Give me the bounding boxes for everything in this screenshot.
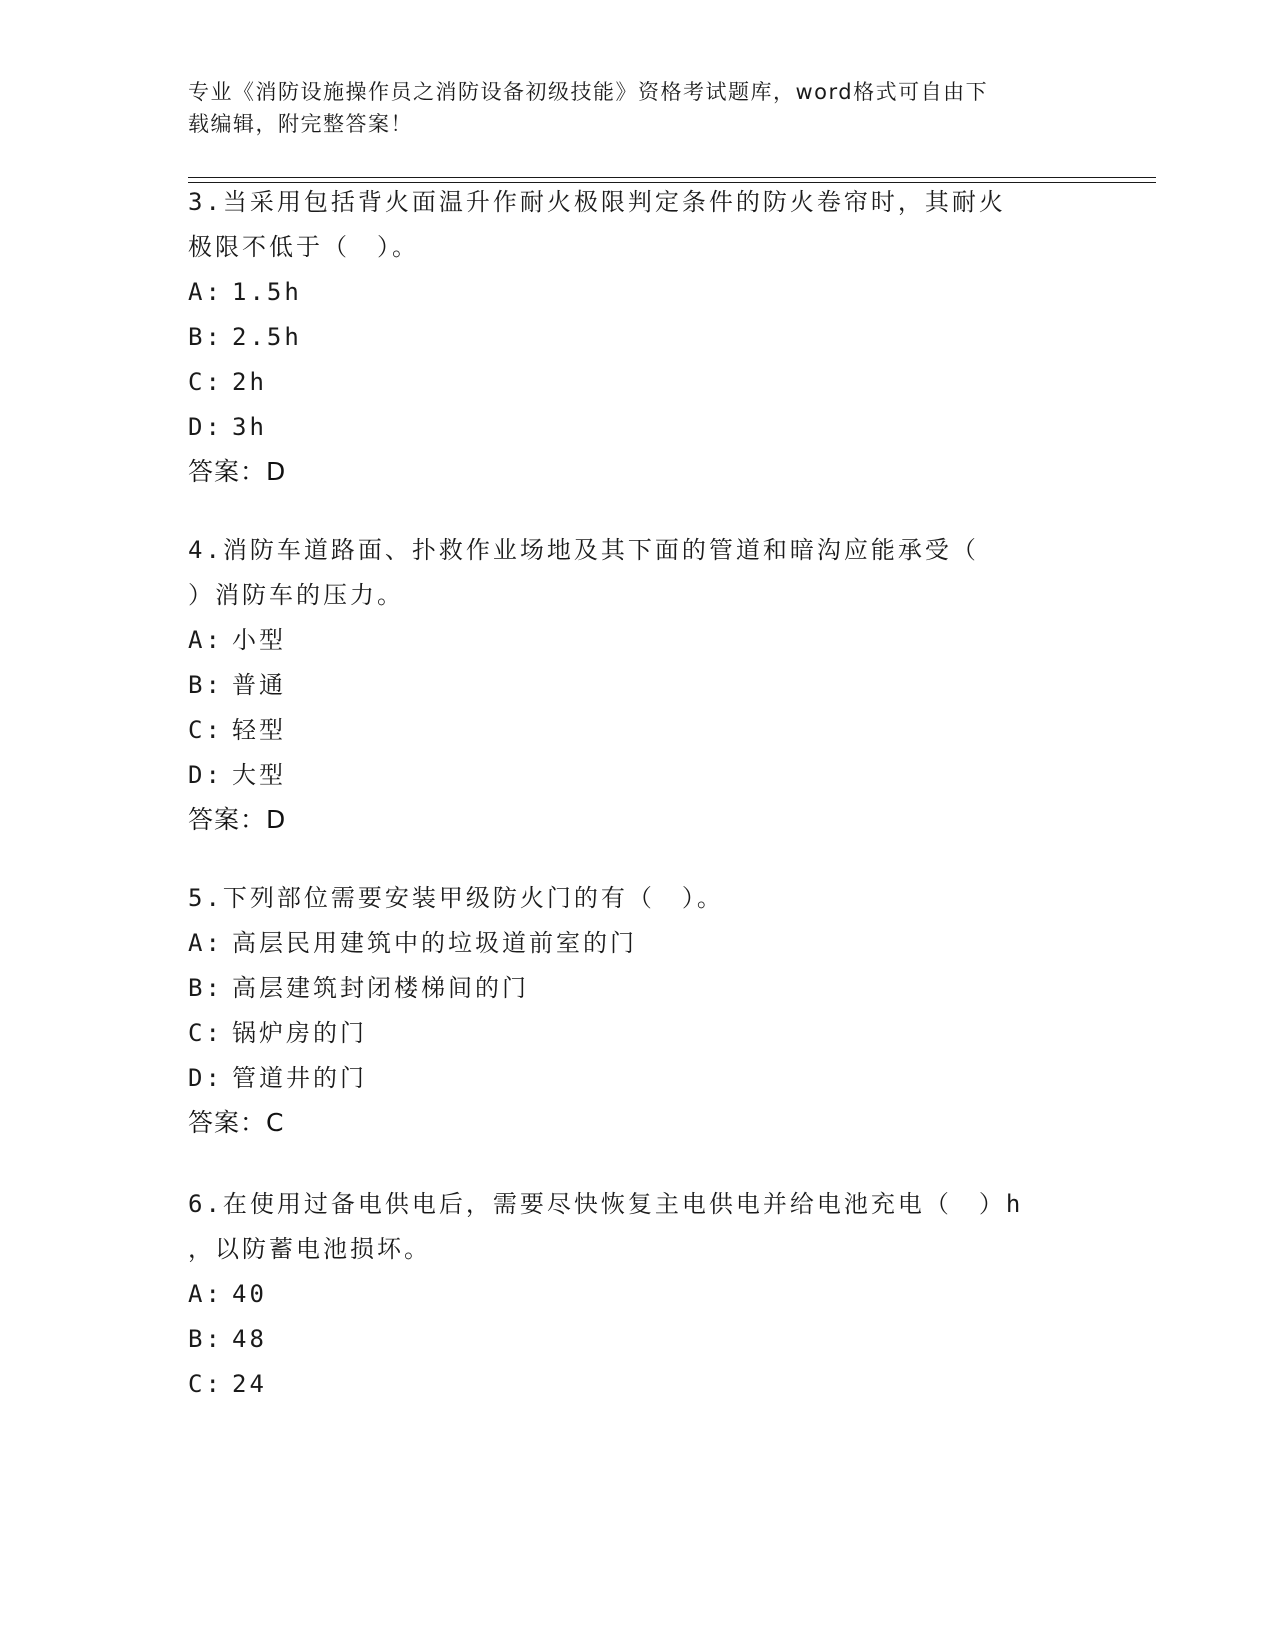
option-text: 1.5h (232, 278, 302, 306)
option-c (188, 708, 1088, 753)
question-6 (188, 1182, 1088, 1407)
option-text: 高层建筑封闭楼梯间的门 (232, 974, 529, 1002)
question-stem (188, 1182, 1088, 1272)
question-stem-line-1: 6.在使用过备电供电后，需要尽快恢复主电供电并给电池充电（ ）h (188, 1190, 1024, 1218)
option-letter: D: (188, 761, 223, 789)
option-letter: C: (188, 1019, 223, 1047)
question-3 (188, 180, 1088, 494)
question-5 (188, 876, 1088, 1145)
answer-key: 答案：C (188, 1108, 285, 1137)
option-d (188, 405, 1088, 450)
option-c (188, 1011, 1088, 1056)
header-line-2: 载编辑，附完整答案！ (188, 112, 413, 136)
option-text: 48 (232, 1325, 267, 1353)
option-letter: B: (188, 1325, 223, 1353)
option-text: 2h (232, 368, 267, 396)
option-text: 锅炉房的门 (232, 1019, 367, 1047)
option-letter: B: (188, 974, 223, 1002)
option-text: 小型 (232, 626, 286, 654)
option-letter: A: (188, 929, 223, 957)
option-b (188, 315, 1088, 360)
option-d (188, 753, 1088, 798)
question-stem (188, 180, 1088, 270)
question-stem-line-2: ）消防车的压力。 (188, 581, 404, 609)
header-divider-top (188, 177, 1156, 178)
question-stem-line-2: 极限不低于（ ）。 (188, 233, 419, 261)
option-letter: C: (188, 368, 223, 396)
question-stem-line-1: 4.消防车道路面、扑救作业场地及其下面的管道和暗沟应能承受（ (188, 536, 979, 564)
option-a (188, 1272, 1088, 1317)
option-a (188, 921, 1088, 966)
option-c (188, 360, 1088, 405)
option-text: 3h (232, 413, 267, 441)
option-letter: C: (188, 1370, 223, 1398)
question-stem (188, 876, 1088, 921)
question-stem-line-1: 5.下列部位需要安装甲级防火门的有（ ）。 (188, 884, 724, 912)
option-text: 管道井的门 (232, 1064, 367, 1092)
option-letter: D: (188, 1064, 223, 1092)
option-letter: A: (188, 626, 223, 654)
answer-key: 答案：D (188, 805, 287, 834)
option-text: 40 (232, 1280, 267, 1308)
question-stem-line-2: ，以防蓄电池损坏。 (188, 1235, 431, 1263)
option-text: 大型 (232, 761, 286, 789)
option-text: 高层民用建筑中的垃圾道前室的门 (232, 929, 637, 957)
option-text: 轻型 (232, 716, 286, 744)
document-header-note (188, 76, 1068, 140)
option-b (188, 1317, 1088, 1362)
option-d (188, 1056, 1088, 1101)
option-text: 24 (232, 1370, 267, 1398)
answer-key: 答案：D (188, 457, 287, 486)
option-letter: A: (188, 278, 223, 306)
option-a (188, 270, 1088, 315)
question-4 (188, 528, 1088, 842)
option-letter: B: (188, 671, 223, 699)
option-b (188, 663, 1088, 708)
option-letter: B: (188, 323, 223, 351)
option-letter: C: (188, 716, 223, 744)
question-stem (188, 528, 1088, 618)
option-c (188, 1362, 1088, 1407)
header-line-1: 专业《消防设施操作员之消防设备初级技能》资格考试题库，word格式可自由下 (188, 80, 989, 104)
option-letter: A: (188, 1280, 223, 1308)
option-a (188, 618, 1088, 663)
option-letter: D: (188, 413, 223, 441)
option-b (188, 966, 1088, 1011)
option-text: 2.5h (232, 323, 302, 351)
option-text: 普通 (232, 671, 286, 699)
question-stem-line-1: 3.当采用包括背火面温升作耐火极限判定条件的防火卷帘时，其耐火 (188, 188, 1006, 216)
